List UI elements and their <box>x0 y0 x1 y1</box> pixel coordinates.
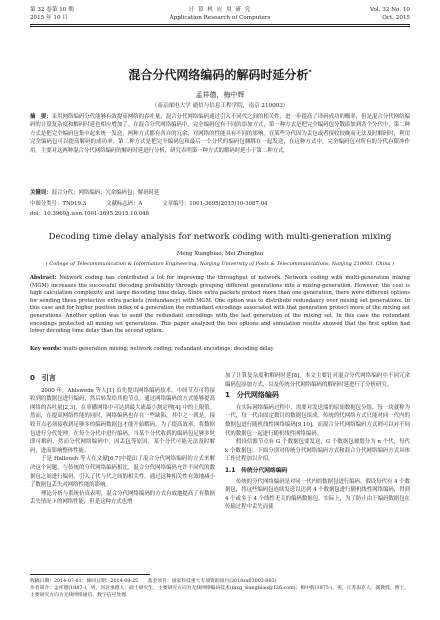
affiliation-en: ( College of Telecommunication & Information Engineering, Nanjing University of Posts & Telecommunications, Nanjing 210003, China ) <box>45 261 395 267</box>
doc-code: 文献标志码：A <box>106 201 143 207</box>
article-number: 文章编号：1001-3695(2015)10-3087-04 <box>162 201 268 207</box>
body-column-right <box>225 372 410 512</box>
classification-row <box>30 199 410 207</box>
journal-volume-issue: 第 32 卷第 10 期 2015 年 10 月 <box>30 7 74 21</box>
authors-en: Meng Xiangbiao, Mei Zhonghui <box>176 251 264 257</box>
abstract-en: Abstract: Network coding has contributed a lot for improving the throughput of network. Network coding with multi-generation mixing (MGM) increases the successful decoding probability through grouping different generations into a mixing-generation. However, the cost is high calculation complexity and large decoding time delay. Since extra packets protect more than one generation, there were different options for sending these protective extra packets (redundancy) with MGM. One option was to distribute redundancy over mixing set generations. In this case and for higher position index of a generation the redundant encodings associated with that generation protect more of the mixing set generations. Another option was to send the redundant encodings with the last generation of the mixing set. In this case the redundant encodings protected all mixing set generations. This paper analyzed the two options and simulation results showed that the first option had lower decoding time delay than the second option. <box>30 275 410 335</box>
footnote-rule <box>30 574 150 575</box>
abstract-cn: 摘 要：采用网络编码分代能够有效提高网络的吞吐量，混合分代网络编码通过引入不同代之间的相关性，进一步提高了译码成功的概率，但是混合分代网络编码的计算复杂度和解码时延也相应增加了。在混合分代网络编码中，完全编码包有不同的添加方式，第一种方式是把完全编码包分散添加到各个分代中，第二种方式是把完全编码包集中起来统一发送，两种方式都有各自的冗余，对网络的性能具有不同的影响。在某些分代因为丢包或者接收较晚而无法及时解码时，利用完全编码包可以提高解码的成功率；第二种方式是把完全编码包和最后一个分代的编码包捆绑在一起发送，在这种方式中，完全编码包对所有的分代有限冲作用。主要对这两种混合分代网络编码的解码时延进行分析，研究表明第一种方式的解码时延小于第二种方式。 <box>30 114 410 154</box>
paragraph: 在实际网络编码过程中，需要对发送端的原始数据包分组，每一块就称为一代，每一代由固定数目的数据包组成。传统的代网络方式只能对同一代内的数据包进行随机线性网络编码[9,10]，而混合分代网络编码方式则可以对不同代的数据包一起进行随机线性网络编码。 <box>225 404 410 437</box>
section-heading: 0 引言 <box>30 374 56 382</box>
authors-cn: 孟祥德，梅中辉 <box>195 91 245 99</box>
affiliation-cn: （南京邮电大学 通信与信息工程学院，南京 210003） <box>151 103 289 109</box>
header-rule <box>30 24 410 25</box>
body-column-left <box>30 372 215 507</box>
footnote: 收稿日期：2014-07-01；修回日期：2014-08-25 基金项目：国家科技重大专项资助项目(2010zx03003-003) 作者简介：孟祥德(1987-)，男，河北承德人，硕士研究生，主要研究方向为无线网络编码技术(mxg_xiangbiao@126.com)；梅中辉(1975-)，男，江苏南京人，副教授，博士，主要研究方向为无线网络通信、数字信号处理. <box>30 579 410 598</box>
keywords-en: Key words: multi-generation mixing; network coding; redundant encodings; decoding delay <box>30 346 274 352</box>
journal-name: 计 算 机 应 用 研 究 Application Research of Computers <box>169 7 271 21</box>
paragraph: 于是 Halloush 等人在文献[6,7]中提出了混合分代网络编码的方式来解决这个问题。与传统的分代网络编码相比，混合分代网络编码允许不同代的数据包之间进行编码，引入了代与代之间的相关性。通过这种相关性有效地减小了数据包丢失对网络性能的影响。 <box>30 456 215 489</box>
keywords-cn: 关键词：混合分代；网络编码；冗余编码包；解码时延 <box>30 190 160 196</box>
section-heading: 1 分代网络编码 <box>225 391 279 400</box>
subsection-heading: 1.1 传统分代网络编码 <box>225 467 288 474</box>
clc-number: 中图分类号：TN919.3 <box>30 201 87 207</box>
paragraph: 传统的分代网络编码是对同一代内的数据包进行编码。假设每代有 4 个数据包，将这些编码包连续发送以达到 4 个数据包进行随机线性网络编码，得到 4 个或多于 4 个线性无关的编码数据包。实际上，为了防止由于编码数据包在传输过程中丢失而使 <box>225 478 410 511</box>
paragraph: 假设信源节点有 G 个数据包要发送，G 个数据包被划分为 n 个代，每代 k 个数据包。下面分别对传统分代网络编码方式和混合分代网络编码方式具体工作过程加以介绍。 <box>225 439 410 463</box>
journal-volume-en: Vol. 32 No. 10 Oct. 2015 <box>370 7 410 21</box>
paragraph: 理论分析与系统仿真表明，混合分代网络编码的方式有效地提高了有数据丢失情况下的网络性能，但是这种方式也增 <box>30 490 215 506</box>
doi: doi：10.3969/j.issn.1001-3695.2015.10.048 <box>30 211 150 217</box>
header-rule-thin <box>30 26 410 27</box>
paragraph: 加了计算复杂度和解码时延[8]。本文主要针对混合分代网络编码中不同冗余编码包添加方式，以及传统分代网络编码的解码时延进行了分析研究。 <box>225 373 410 388</box>
paper-title-cn: 混合分代网络编码的解码时延分析* <box>128 68 312 82</box>
paragraph: 2000 年，Ahlswede 等人[1] 首先提出网络编码技术，中间节点可将接收到的数据包进行编码，然后转发给其他节点。通过网络编码的方式能够提高网络的吞吐量[2,3]，在单播网络中可达到最大流最小割定理[4] 中的上限值。然而，在提高网络性能的同时，网络编码也存在一些缺陷，其中之一就是，接收节点必须接收到足够多的编码数据包才能开始解码，为了提高效率，将数据包进行分代处理，在每个分代中进行编码，当某个分代收到的编码包足够多时即可解码，然而分代网络编码中，因丢包等原因，某个分代可能无法及时解码，进而影响整体性能。 <box>30 387 215 454</box>
paper-title-en: Decoding time delay analysis for network coding with multi-generation mixing <box>48 232 392 242</box>
